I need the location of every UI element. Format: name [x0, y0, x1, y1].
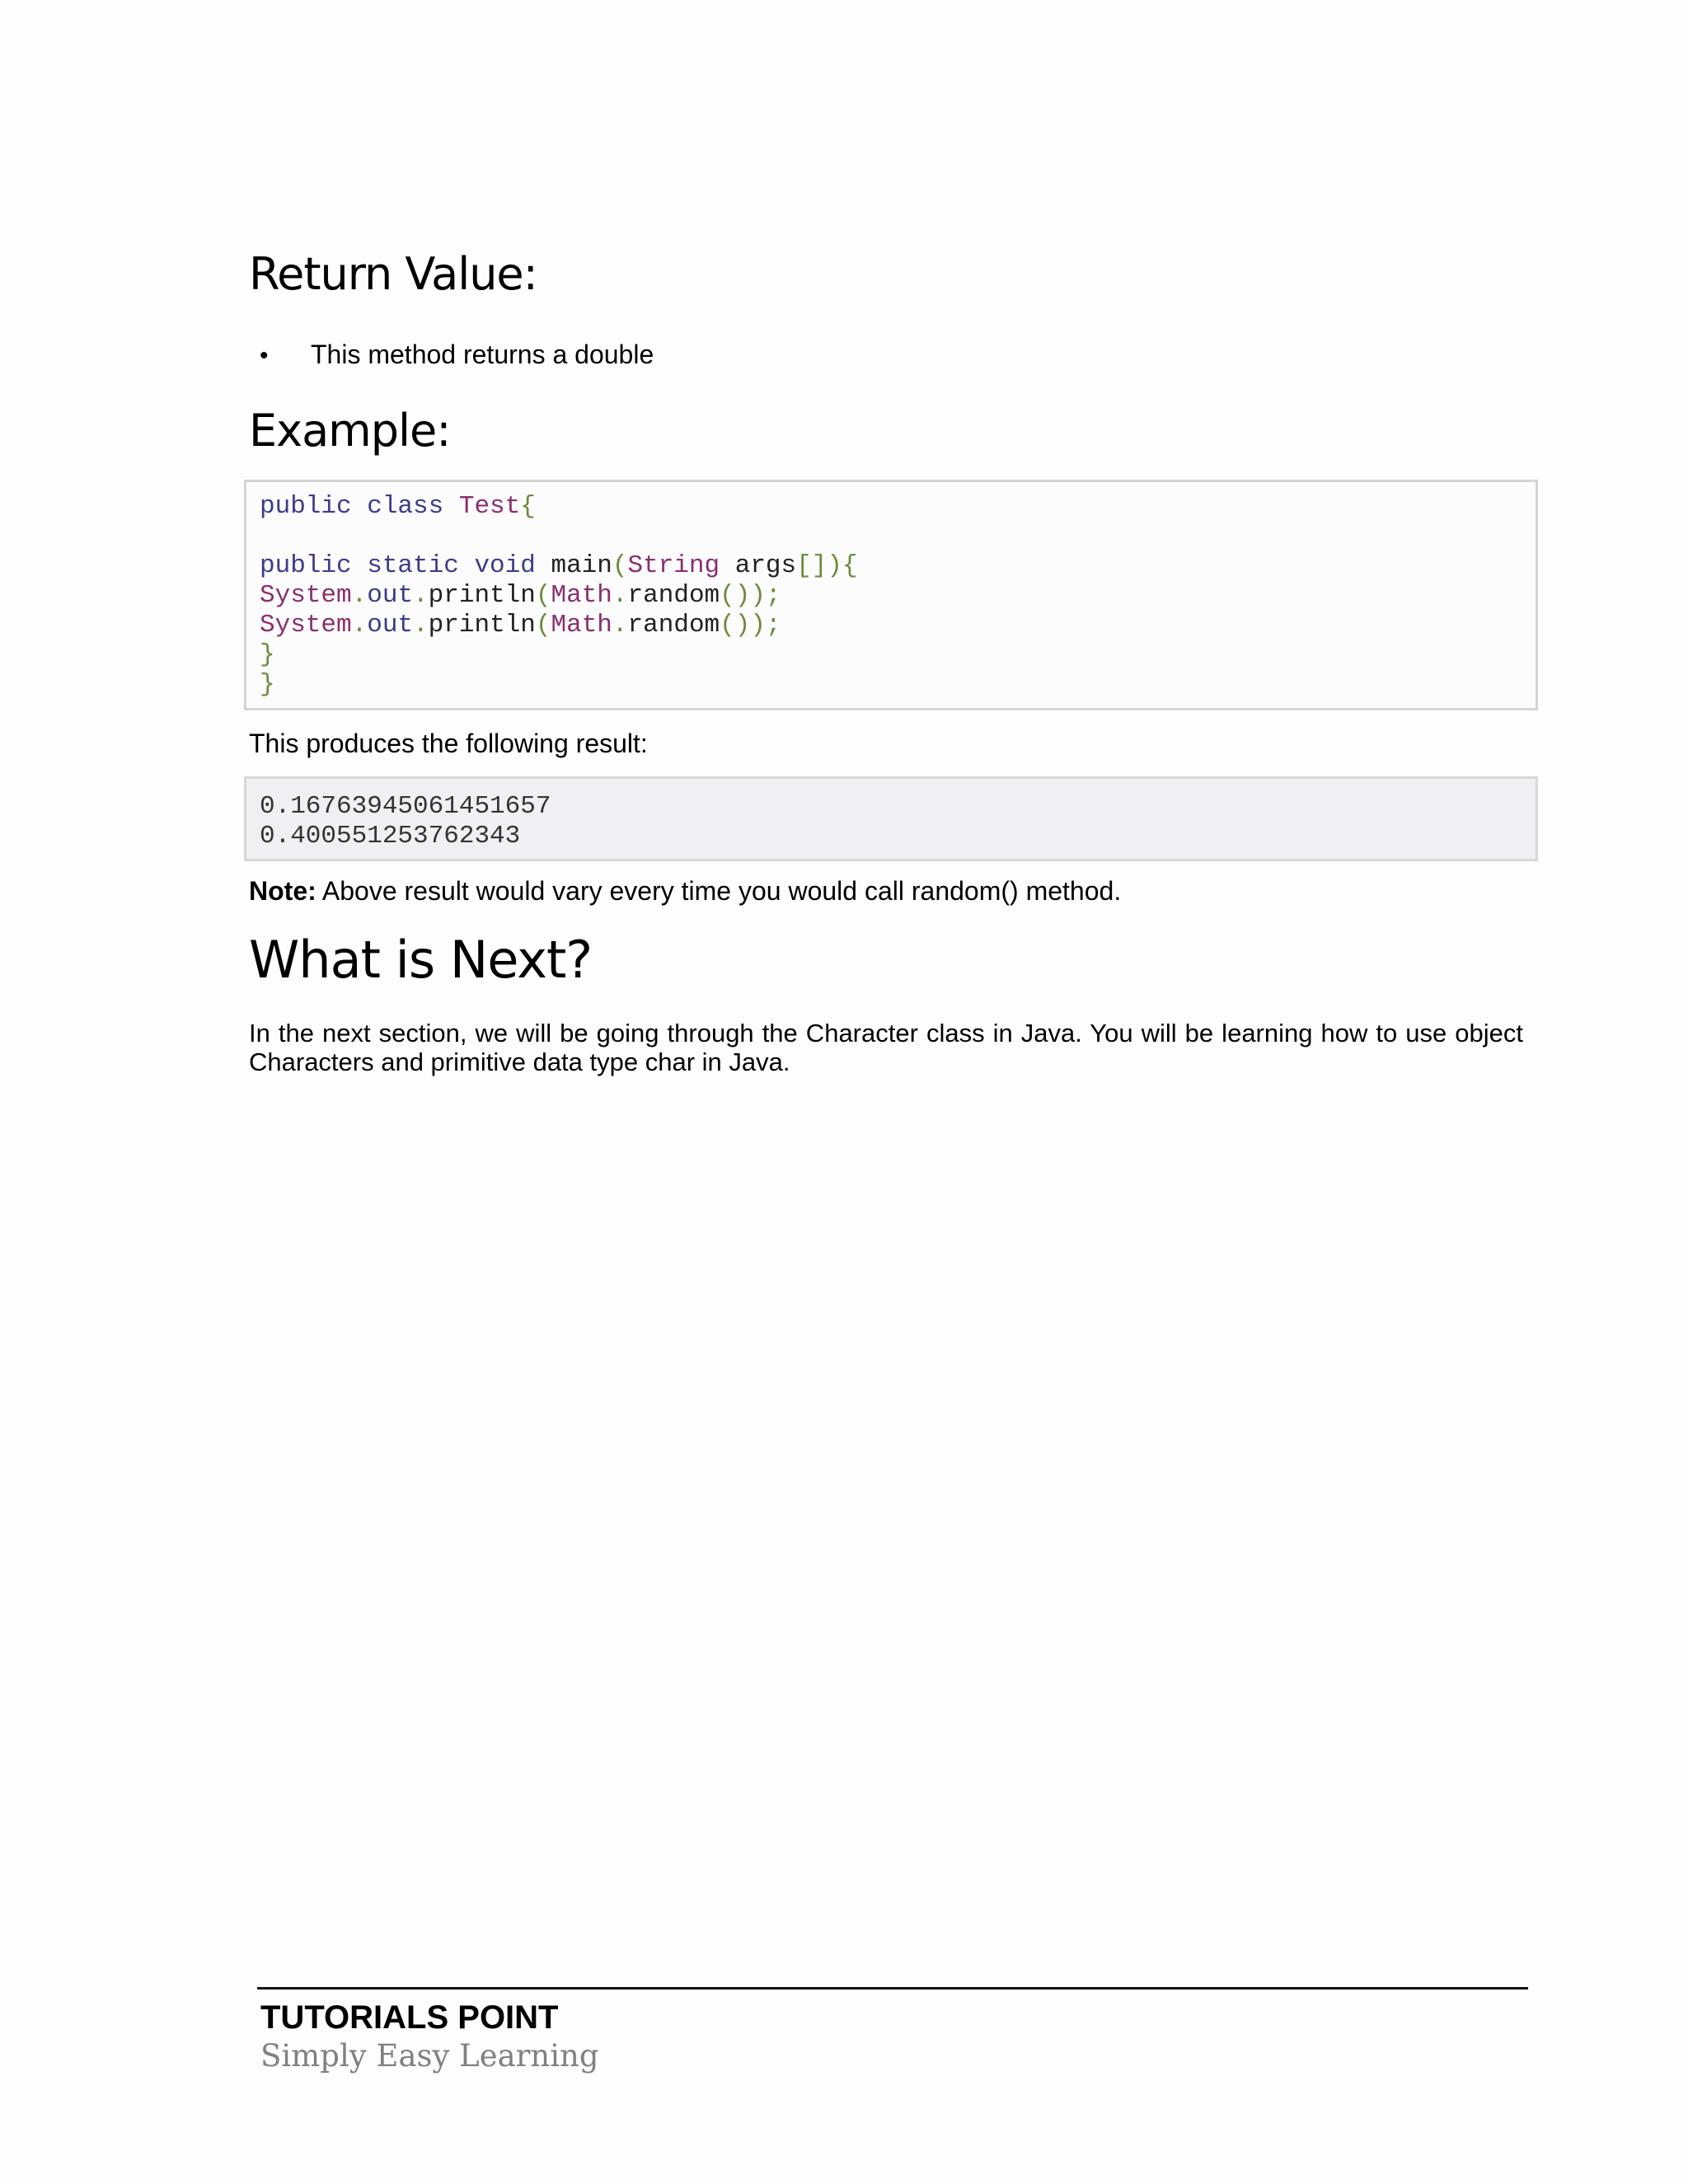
code-token: random [627, 581, 720, 610]
output-line: 0.16763945061451657 [260, 792, 551, 821]
code-line [260, 611, 781, 640]
code-token: Math [551, 581, 612, 610]
code-token: ( [612, 551, 628, 580]
code-token: out [367, 581, 414, 610]
code-token: random [627, 611, 720, 640]
bullet-icon: • [260, 342, 269, 369]
code-token: . [612, 581, 628, 610]
code-token: Math [551, 611, 612, 640]
return-value-heading: Return Value: [249, 248, 537, 300]
code-token: ()); [720, 611, 781, 640]
code-token: . [612, 611, 628, 640]
code-token: . [413, 581, 429, 610]
next-section-paragraph: In the next section, we will be going through the Character class in Java. You will be learning how to use object Characters and primitive data type char in Java. [249, 1019, 1523, 1076]
output-line: 0.400551253762343 [260, 822, 521, 851]
what-is-next-heading: What is Next? [249, 930, 593, 990]
bullet-list-item [260, 338, 654, 373]
code-token: public static void [260, 551, 551, 580]
code-token: ( [535, 581, 551, 610]
footer-divider [257, 1987, 1528, 1990]
code-token: main [551, 551, 612, 580]
code-token: { [520, 492, 536, 521]
footer-brand: TUTORIALS POINT [260, 1999, 559, 2036]
code-token: ()); [720, 581, 781, 610]
code-token: . [351, 611, 368, 640]
code-token: } [260, 670, 275, 699]
code-line [260, 492, 536, 521]
output-listing [260, 792, 551, 851]
example-heading: Example: [249, 405, 451, 457]
code-line [260, 670, 275, 699]
code-token: public class [260, 492, 459, 521]
bullet-text: This method returns a double [311, 340, 654, 369]
code-token: System [260, 581, 352, 610]
code-token: } [260, 640, 275, 669]
code-token: []){ [796, 551, 858, 580]
code-token: println [428, 611, 536, 640]
code-token: ( [535, 611, 551, 640]
code-block [244, 480, 1538, 710]
code-listing [260, 492, 858, 700]
code-token: String [627, 551, 720, 580]
result-intro: This produces the following result: [249, 729, 648, 758]
code-line [260, 551, 858, 580]
code-token: println [428, 581, 536, 610]
code-line [260, 640, 275, 669]
code-line [260, 581, 781, 610]
output-block [244, 776, 1538, 861]
code-token: . [351, 581, 368, 610]
code-token: args [720, 551, 797, 580]
code-token: out [367, 611, 414, 640]
note-text: Above result would vary every time you would call random() method. [316, 876, 1122, 906]
note-paragraph [249, 876, 1121, 906]
note-label: Note: [249, 876, 316, 906]
code-token: Test [458, 492, 521, 521]
code-token: . [413, 611, 429, 640]
code-token: System [260, 611, 352, 640]
footer-tagline: Simply Easy Learning [260, 2038, 599, 2074]
